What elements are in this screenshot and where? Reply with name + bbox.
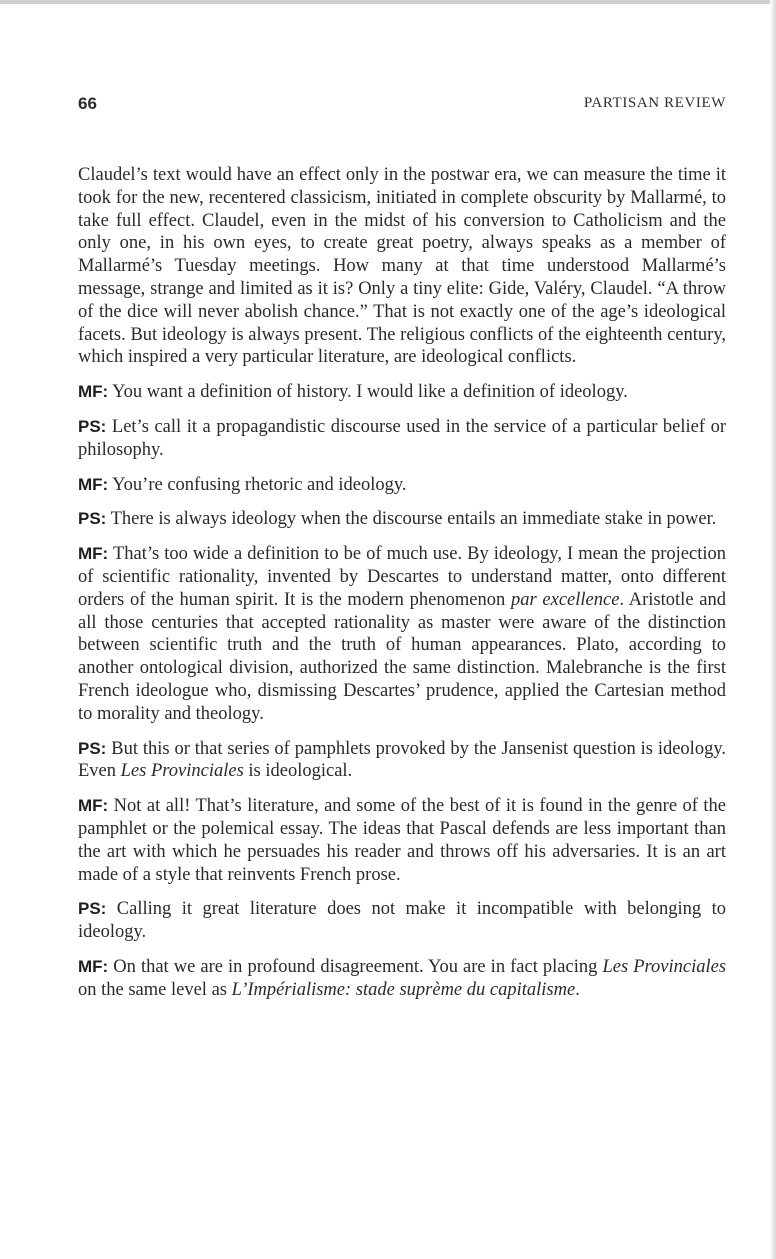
dialogue-text: On that we are in profound disagreement. You are in fact placing — [108, 956, 603, 977]
running-head: PARTISAN REVIEW — [583, 95, 726, 111]
italic-title: L’Impérialisme: stade suprème du capitalisme — [231, 979, 576, 1000]
body-text — [78, 164, 726, 1014]
dialogue-paragraph — [78, 898, 726, 944]
italic-title: Les Provinciales — [602, 956, 727, 977]
speaker-label: MF: — [78, 796, 109, 816]
dialogue-text: . Aristotle and all those centuries that accepted rationality as master were aware of the distinction between scientific truth and the truth of human appearances. Plato, according to another ontological division, authorized the same distinction. Malebranche is the first French ideologue who, dismissing Descartes’ prudence, applied the Cartesian method to morality and theology. — [78, 589, 726, 724]
dialogue-text: Let’s call it a propagandistic discourse used in the service of a particular belief or philosophy. — [78, 416, 726, 460]
speaker-label: PS: — [78, 899, 107, 919]
dialogue-paragraph — [78, 543, 726, 725]
dialogue-text: There is always ideology when the discourse entails an immediate stake in power. — [106, 509, 717, 530]
dialogue-paragraph — [78, 795, 726, 886]
dialogue-text: on the same level as — [78, 979, 232, 1000]
italic-title: Les Provinciales — [120, 761, 244, 782]
dialogue-text: That’s too wide a definition to be of much use. By ideology, I mean the projection of scientific rationality, invented by Descartes to understand matter, onto different orders of the human spirit. It is the modern phenomenon — [78, 544, 726, 610]
speaker-label: MF: — [78, 544, 109, 564]
dialogue-text: You’re confusing rhetoric and ideology. — [108, 474, 407, 495]
dialogue-text: But this or that series of pamphlets provoked by the Jansenist question is ideology. Even — [78, 738, 726, 782]
dialogue-paragraph — [78, 956, 726, 1002]
dialogue-text: is ideological. — [243, 761, 353, 782]
page-number: 66 — [78, 94, 97, 113]
dialogue-paragraph — [78, 474, 726, 497]
speaker-label: MF: — [78, 956, 109, 976]
paragraph-continuation: Claudel’s text would have an effect only in the postwar era, we can measure the time it took for the new, recentered classicism, initiated in complete obscurity by Mallarmé, to take full effect. Claudel, even in the midst of his conversion to Catholicism and the only one, in his own eyes, to create great poetry, always speaks as a member of Mallarmé’s Tuesday meetings. How many at that time understood Mallarmé’s message, strange and limited as it is? Only a tiny elite: Gide, Valéry, Claudel. “A throw of the dice will never abolish chance.” That is not exactly one of the age’s ideological facets. But ideology is always present. The religious conflicts of the eighteenth century, which inspired a very particular literature, are ideological conflicts. — [78, 165, 726, 368]
speaker-label: PS: — [78, 738, 107, 758]
dialogue-paragraph — [78, 416, 726, 462]
page-top-edge — [0, 0, 776, 4]
speaker-label: MF: — [78, 382, 109, 402]
dialogue-text: Not at all! That’s literature, and some of the best of it is found in the genre of the pamphlet or the polemical essay. The ideas that Pascal defends are less important than the art with which he persuades his reader and throws off his adversaries. It is an art made of a style that reinvents French prose. — [78, 796, 726, 885]
dialogue-text: . — [575, 979, 580, 1000]
page-header — [78, 94, 726, 118]
speaker-label: PS: — [78, 509, 107, 529]
speaker-label: MF: — [78, 474, 109, 494]
dialogue-paragraph — [78, 738, 726, 784]
page-right-edge — [770, 0, 776, 1259]
italic-phrase: par excellence — [510, 589, 620, 610]
speaker-label: PS: — [78, 416, 107, 436]
dialogue-text: Calling it great literature does not make it incompatible with belonging to ideology. — [78, 899, 726, 943]
dialogue-paragraph — [78, 381, 726, 404]
dialogue-text: You want a definition of history. I would like a definition of ideology. — [108, 382, 628, 403]
dialogue-paragraph — [78, 508, 726, 531]
